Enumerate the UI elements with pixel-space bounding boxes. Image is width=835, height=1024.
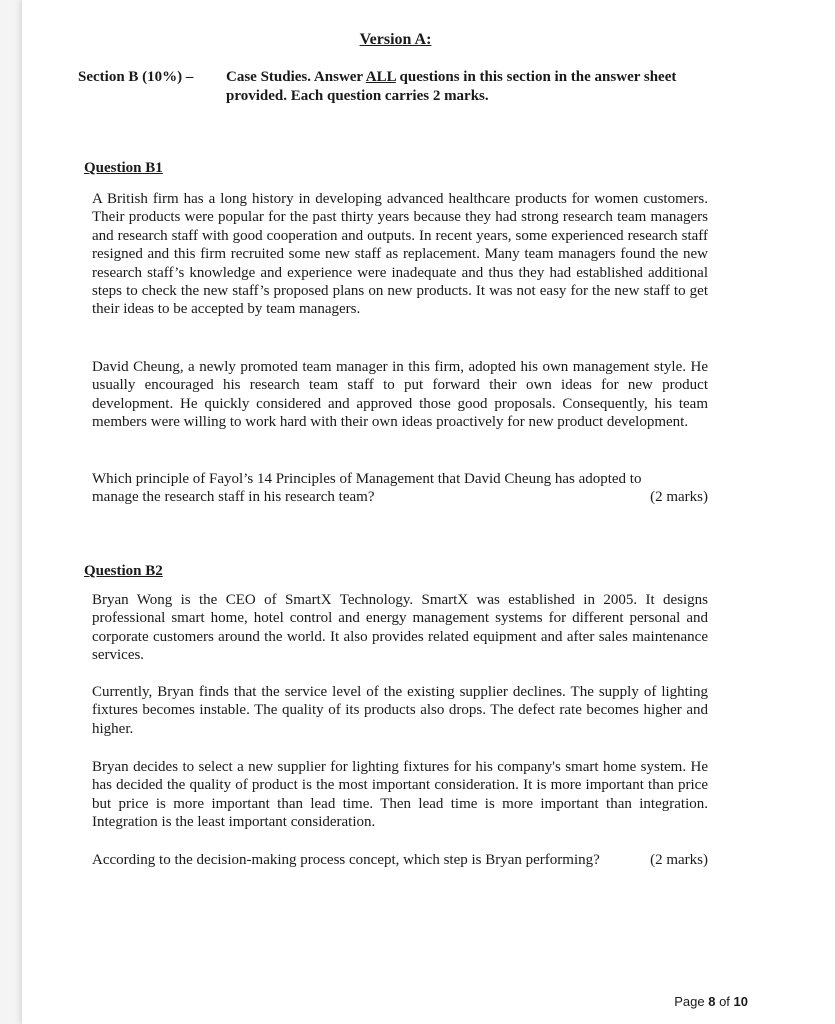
question-b2-paragraph-1: Bryan Wong is the CEO of SmartX Technology. SmartX was established in 2005. It designs professional smart home, hotel control and energy management systems for different personal and corporate customers around the world. It also provides related equipment and after sales maintenance services. (92, 592, 708, 664)
exam-page (22, 0, 835, 1024)
version-heading: Version A: (359, 31, 432, 48)
question-b1-title: Question B1 (84, 160, 163, 176)
section-label: Section B (10%) – (78, 69, 194, 85)
question-b2-question-text: According to the decision-making process concept, which step is Bryan performing? (92, 852, 600, 868)
question-b2-paragraph-3: Bryan decides to select a new supplier for lighting fixtures for his company's smart home system. He has decided the quality of product is the most important consideration. It is more important than price but price is more important than lead time. Then lead time is more important than integration. Integration is the least important consideration. (92, 759, 708, 831)
question-b1-paragraph-2: David Cheung, a newly promoted team manager in this firm, adopted his own management style. He usually encouraged his research team staff to put forward their own ideas for new product development. He quickly considered and approved those good proposals. Consequently, his team members were willing to work hard with their own ideas proactively for new product development. (92, 359, 708, 431)
question-b1-paragraph-1: A British firm has a long history in developing advanced healthcare products for women customers. Their products were popular for the past thirty years because they had strong research team managers and research staff with good cooperation and outputs. In recent years, some experienced research staff resigned and this firm recruited some new staff as replacement. Many team managers found the new research staff’s knowledge and experience were inadequate and thus they had established additional steps to check the new staff’s proposed plans on new products. It was not easy for the new staff to get their ideas to be accepted by team managers. (92, 191, 708, 318)
page-middle: of (715, 994, 734, 1009)
instruction-prefix: Case Studies. Answer (226, 69, 366, 85)
section-instruction (226, 68, 738, 106)
instruction-suffix: questions in this section in the answer sheet provided. Each question carries 2 marks. (226, 69, 677, 104)
question-b1-line-2 (92, 488, 708, 506)
instruction-emphasis: ALL (365, 69, 396, 85)
question-b1-question (92, 470, 708, 507)
question-b1-line-2-text: manage the research staff in his research team? (92, 489, 375, 506)
question-b1-marks: (2 marks) (650, 489, 708, 506)
page-prefix: Page (674, 994, 709, 1009)
question-b2-question (92, 851, 708, 869)
page-current: 8 (708, 994, 716, 1009)
page-total: 10 (733, 994, 748, 1009)
page-number (674, 994, 748, 1009)
question-b2-paragraph-2: Currently, Bryan finds that the service level of the existing supplier declines. The supply of lighting fixtures becomes instable. The quality of its products also drops. The defect rate becomes higher and higher. (92, 684, 708, 737)
question-b1-line-1: Which principle of Fayol’s 14 Principles of Management that David Cheung has adopted to (92, 471, 642, 487)
question-b2-marks: (2 marks) (650, 852, 708, 868)
question-b2-title: Question B2 (84, 563, 163, 579)
